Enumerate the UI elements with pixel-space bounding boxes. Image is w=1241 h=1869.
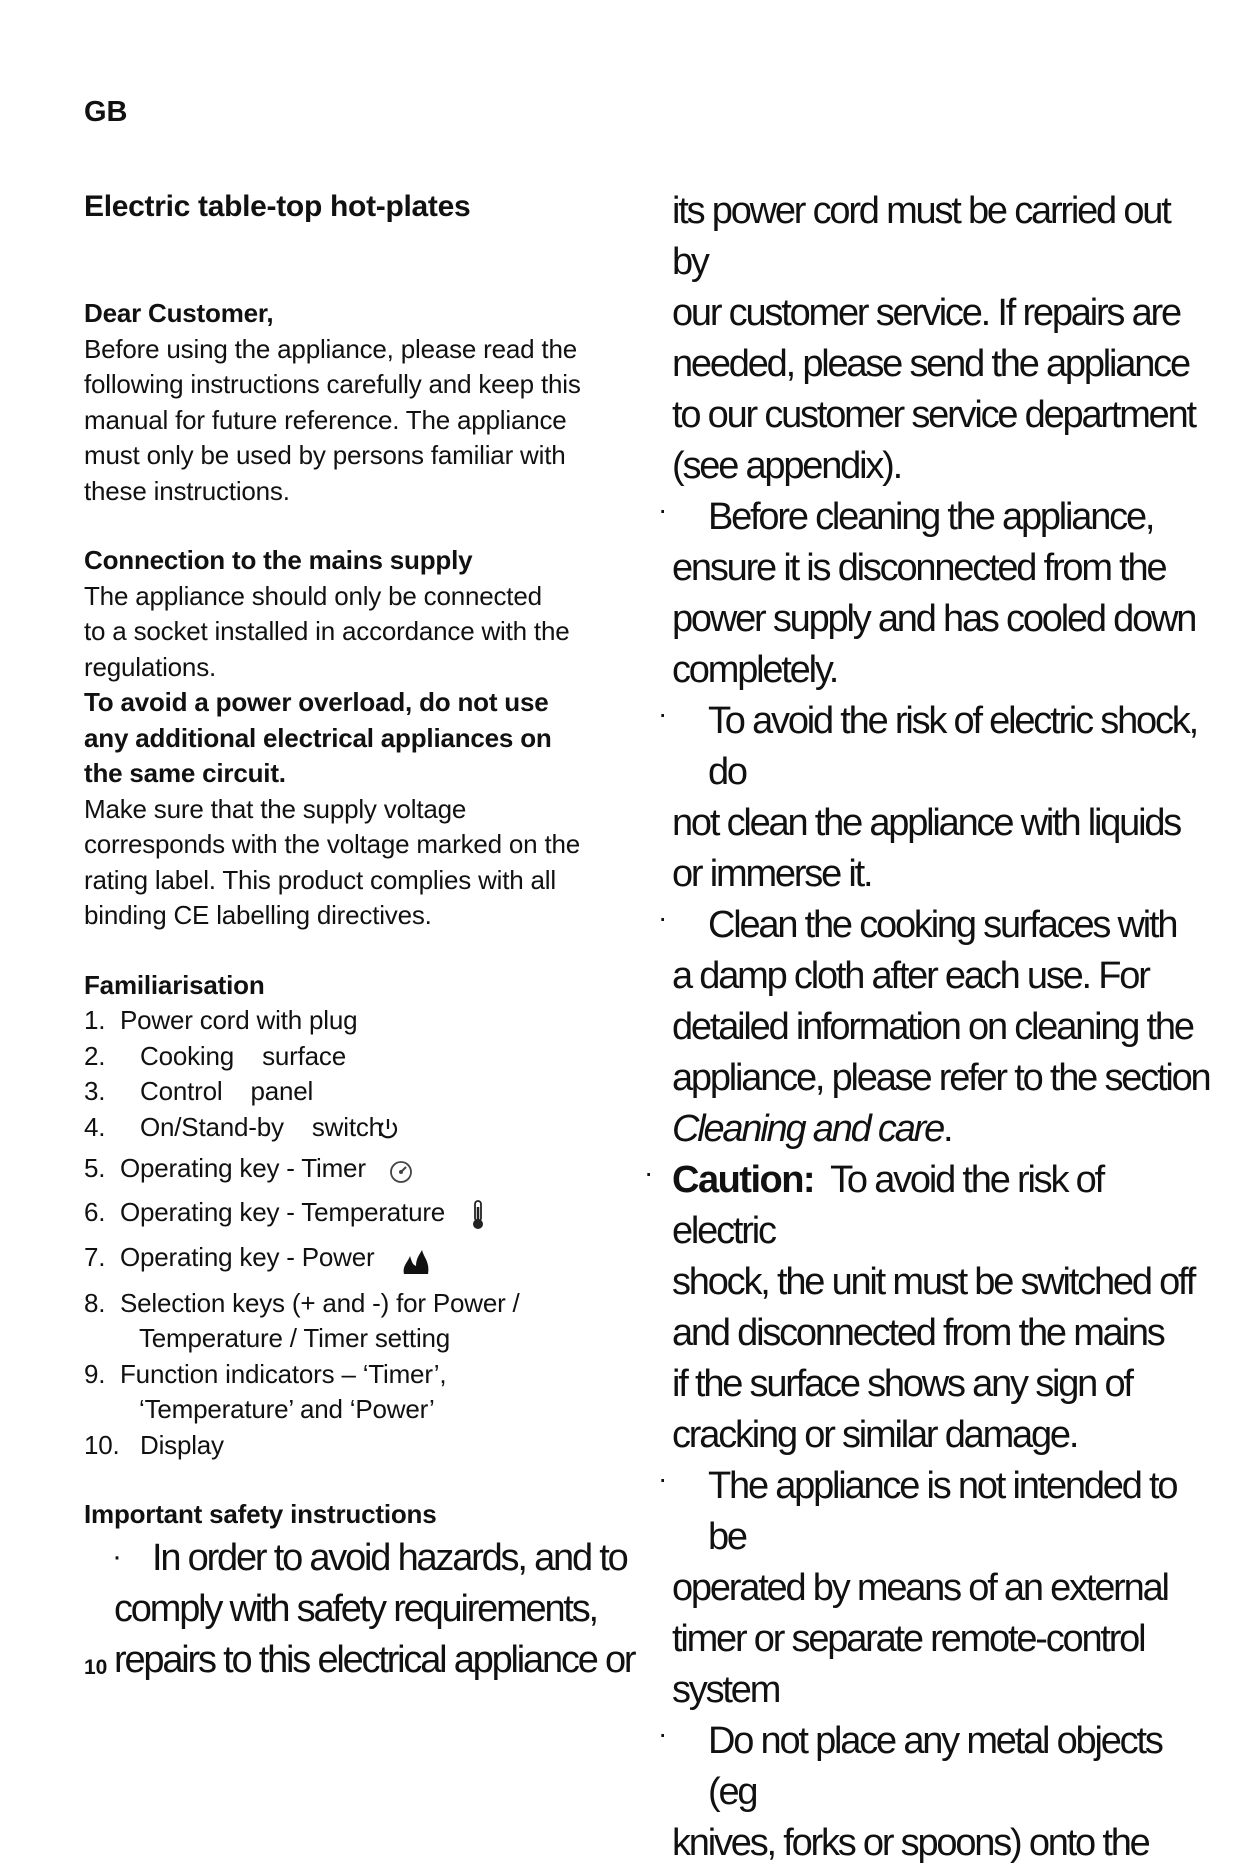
bullet: · bbox=[658, 698, 668, 729]
mains-line: regulations. bbox=[84, 651, 217, 682]
mains-line: rating label. This product complies with all bbox=[84, 864, 556, 895]
page-title: Electric table-top hot-plates bbox=[84, 190, 471, 223]
right-column bbox=[644, 186, 1212, 1869]
page-number: 10 bbox=[84, 1656, 108, 1679]
safety-line: comply with safety requirements, bbox=[114, 1587, 597, 1630]
safety-item: · The appliance is not intended to be operated by means of an external timer or separate remote-control system bbox=[658, 1463, 1177, 1711]
safety-line: needed, please send the appliance bbox=[672, 343, 1189, 385]
list-item-continuation: ‘Temperature’ and ‘Power’ bbox=[139, 1394, 435, 1424]
list-item: 2. Cooking surface bbox=[84, 1040, 346, 1071]
flame-icon bbox=[400, 1248, 432, 1286]
list-item: 7. Operating key - Power bbox=[84, 1240, 644, 1286]
safety-line: In order to avoid hazards, and to bbox=[152, 1536, 627, 1579]
safety-line: repairs to this electrical appliance or bbox=[114, 1638, 635, 1681]
bullet: · bbox=[112, 1539, 120, 1573]
greeting: Dear Customer, bbox=[84, 298, 274, 328]
familiarisation-list bbox=[84, 1003, 644, 1463]
section-reference: Cleaning and care bbox=[672, 1108, 944, 1150]
bullet: · bbox=[644, 1157, 654, 1188]
bullet: · bbox=[658, 1718, 668, 1749]
list-item: 4. On/Stand-by switch bbox=[84, 1110, 644, 1152]
mains-line: Make sure that the supply voltage bbox=[84, 793, 467, 824]
mains-line: The appliance should only be connected bbox=[84, 580, 542, 611]
intro-line: manual for future reference. The appliance bbox=[84, 404, 567, 435]
list-item: 6. Operating key - Temperature bbox=[84, 1195, 644, 1241]
mains-heading: Connection to the mains supply bbox=[84, 545, 473, 575]
mains-warning-line: To avoid a power overload, do not use bbox=[84, 687, 549, 717]
safety-heading: Important safety instructions bbox=[84, 1499, 437, 1529]
list-item: 10. Display bbox=[84, 1429, 224, 1460]
list-item: 3. Control panel bbox=[84, 1076, 314, 1106]
bullet: · bbox=[658, 494, 668, 525]
left-column bbox=[84, 296, 644, 1686]
bullet: · bbox=[658, 1463, 668, 1494]
safety-item bbox=[84, 1533, 644, 1686]
intro-line: these instructions. bbox=[84, 475, 290, 506]
list-item: 1. Power cord with plug bbox=[84, 1005, 358, 1035]
safety-line: its power cord must be carried out by bbox=[672, 190, 1170, 283]
mains-line: corresponds with the voltage marked on the bbox=[84, 829, 580, 859]
intro-line: following instructions carefully and keep this bbox=[84, 369, 581, 399]
safety-line: (see appendix). bbox=[672, 445, 901, 487]
safety-line: to our customer service department bbox=[672, 394, 1195, 436]
caution-label: Caution: bbox=[672, 1159, 815, 1201]
list-item: 8. Selection keys (+ and -) for Power / bbox=[84, 1287, 520, 1318]
mains-warning-line: the same circuit. bbox=[84, 758, 286, 788]
safety-item: · Before cleaning the appliance, ensure it is disconnected from the power supply and has cooled down completely. bbox=[658, 494, 1196, 691]
mains-line: to a socket installed in accordance with the bbox=[84, 616, 570, 646]
familiarisation-heading: Familiarisation bbox=[84, 969, 265, 1000]
safety-line: our customer service. If repairs are bbox=[672, 292, 1180, 334]
list-item: 5. Operating key - Timer bbox=[84, 1151, 644, 1195]
list-item-continuation: Temperature / Timer setting bbox=[139, 1323, 451, 1353]
safety-item: · Do not place any metal objects (eg knives, forks or spoons) onto the bbox=[658, 1718, 1162, 1864]
safety-item: · Clean the cooking surfaces with a damp cloth after each use. For detailed information on cleaning the appliance, please refer to the section Cleaning and care. bbox=[658, 902, 1210, 1150]
language-code: GB bbox=[84, 96, 128, 128]
mains-warning-line: any additional electrical appliances on bbox=[84, 722, 552, 753]
timer-icon bbox=[388, 1159, 414, 1195]
safety-item: · To avoid the risk of electric shock, do not clean the appliance with liquids or immerse it. bbox=[658, 698, 1197, 895]
intro-line: must only be used by persons familiar with bbox=[84, 440, 566, 470]
mains-line: binding CE labelling directives. bbox=[84, 900, 432, 930]
power-icon bbox=[375, 1116, 401, 1152]
list-item: 9. Function indicators – ‘Timer’, bbox=[84, 1358, 447, 1389]
thermometer-icon bbox=[469, 1199, 487, 1241]
caution-item: · Caution: To avoid the risk of electric shock, the unit must be switched off and disconnected from the mains if the surface shows any sign of cracking or similar damage. bbox=[644, 1157, 1195, 1456]
intro-line: Before using the appliance, please read the bbox=[84, 333, 577, 364]
bullet: · bbox=[658, 902, 668, 933]
